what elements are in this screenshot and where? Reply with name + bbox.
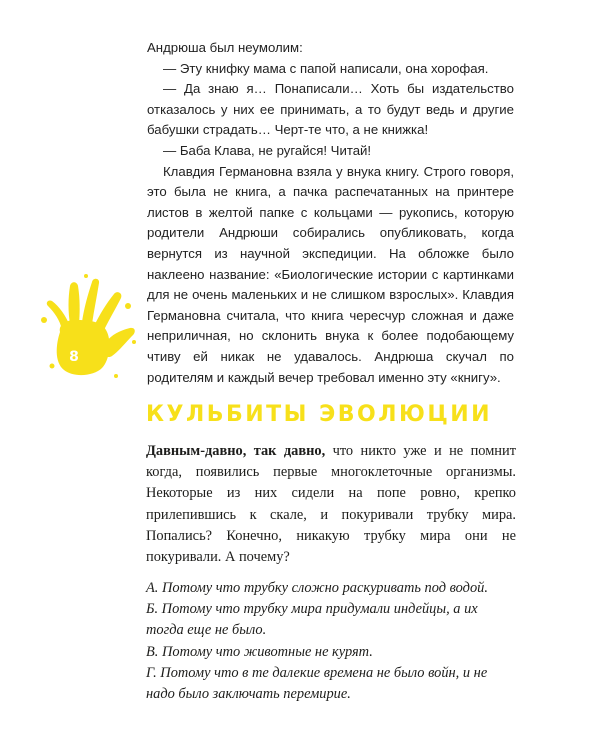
answer-option-b: Б. Потому что трубку мира придумали индейцы, а их тогда еще не было. — [146, 601, 478, 639]
intro-text — [147, 38, 514, 388]
answer-options — [146, 578, 516, 705]
answer-option-a: А. Потому что трубку сложно раскуривать под водой. — [146, 580, 488, 596]
section-title: КУЛЬБИТЫ ЭВОЛЮЦИИ — [146, 402, 493, 427]
intro-paragraph-4: — Баба Клава, не ругайся! Читай! — [163, 142, 372, 158]
intro-paragraph-2: — Эту книфку мама с папой написали, она хорофая. — [163, 60, 489, 76]
answer-option-d: Г. Потому что в те далекие времена не было войн, и не надо было заключать перемирие. — [146, 664, 488, 703]
intro-paragraph-5: Клавдия Германовна взяла у внука книгу. Строго говоря, это была не книга, а пачка распечатанных на принтере листов в желтой папке с кольцами — рукопись, которую родители Андрюши собирались опубликовать, когда вернутся из научной экспедиции. На обложке было наклеено название: «Биологические истории с картинками для не очень маленьких и не слишком взрослых». Клавдия Германовна считала, что книга чересчур сложная и даже неприличная, но склонить внука к более подобающему чтиву ей никак не удавалось. Андрюша скучал по родителям и каждый вечер требовал именно эту «книгу». — [147, 163, 514, 385]
lead-text: что никто уже и не помнит когда, появились первые многоклеточные организмы. Некоторые из них сидели на попе ровно, крепко прилепившись к скале, и покуривали трубку мира. Попались? Конечно, никакую трубку мира они не покуривали. А почему? — [146, 443, 516, 566]
intro-paragraph-3: — Да знаю я… Понаписали… Хоть бы издательство отказалось у них ее принимать, а то будут ведь и другие бабушки страдать… Черт-те что, а не книжка! — [147, 81, 514, 138]
section-body — [146, 441, 516, 568]
page-number: 8 — [69, 349, 79, 365]
lead-bold-text: Давным-давно, так давно, — [146, 443, 326, 459]
intro-paragraph-1: Андрюша был неумолим: — [147, 40, 303, 55]
answer-option-c: В. Потому что животные не курят. — [146, 643, 373, 660]
